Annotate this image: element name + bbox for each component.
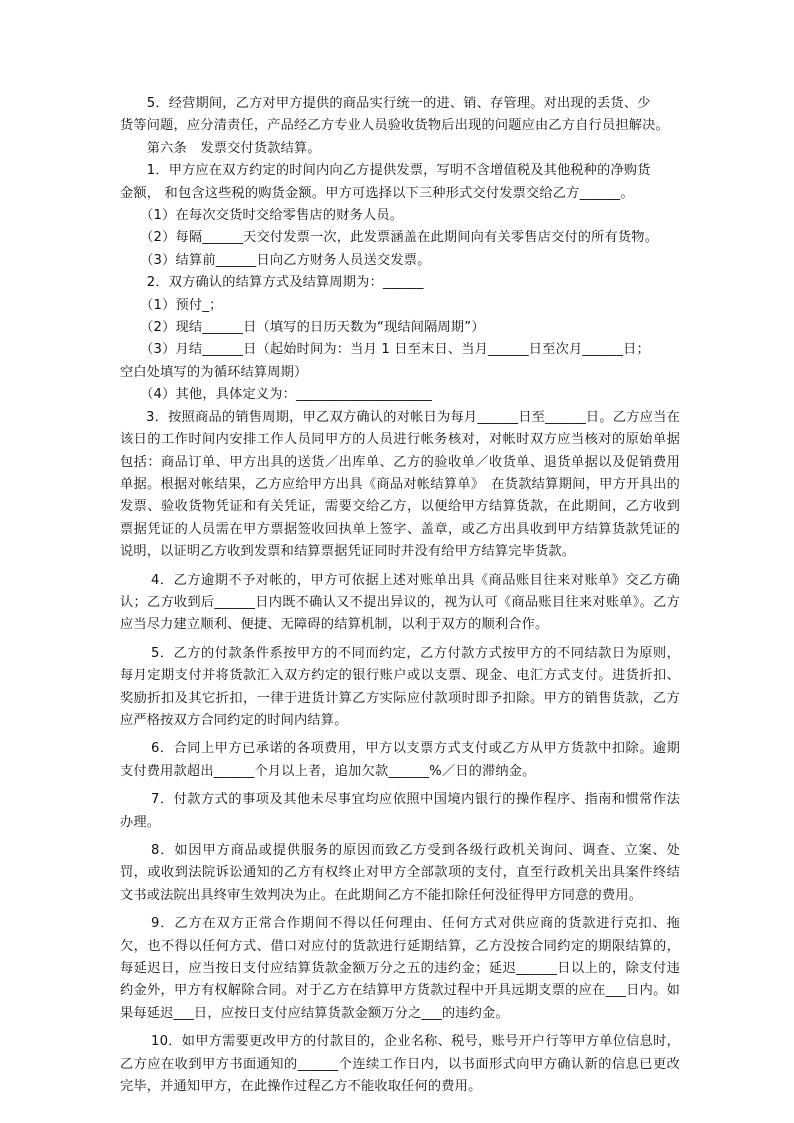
paragraph: 4．乙方逾期不予对帐的，甲方可依据上述对账单出具《商品账目往来对账单》交乙方确认；乙方收到后______日内既不确认又不提出异议的，视为认可《商品账目往来对账单》。乙方应当尽力建立顺利、便捷、无障碍的结算机制，以利于双方的顺利合作。 xyxy=(120,572,680,633)
text-line: 货等问题，应分清责任，产品经乙方专业人员验收货物后出现的问题应由乙方自行员担解决。 xyxy=(120,118,669,134)
text-line: 5．经营期间，乙方对甲方提供的商品实行统一的进、销、存管理。对出现的丢货、少 xyxy=(120,96,651,111)
paragraph: 5．乙方的付款条件系按甲方的不同而约定，乙方付款方式按甲方的不同结款日为原则，每月定期支付并将货款汇入双方约定的银行账户或以支票、现金、电汇方式支付。进货折扣、奖励折扣及其它折扣，一律于进货计算乙方实际应付款项时即予扣除。甲方的销售货款，乙方应严格按双方合同约定的时间内结算。 xyxy=(120,645,680,728)
document-page xyxy=(120,93,680,1098)
text-line: 2．双方确认的结算方式及结算周期为：______ xyxy=(120,275,424,291)
paragraph: 8．如因甲方商品或提供服务的原因而致乙方受到各级行政机关询问、调查、立案、处罚，或收到法院诉讼通知的乙方有权终止对甲方全部款项的支付，直至行政机关出具案件终结文书或法院出具终审生效判决为止。在此期间乙方不能扣除任何没征得甲方同意的费用。 xyxy=(120,843,680,903)
section-heading: 第六条 发票交付货款结算。 xyxy=(120,140,321,156)
text-line: （2）现结______日（填写的日历天数为“现结间隔周期”） xyxy=(120,320,485,336)
text-line: （2）每隔______天交付发票一次，此发票涵盖在此期间向有关零售店交付的所有货物。 xyxy=(120,230,659,246)
text-line: 空白处填写的为循环结算周期） xyxy=(120,364,308,380)
text-line: 金额， 和包含这些税的购货金额。甲方可选择以下三种形式交付发票交给乙方______。 xyxy=(120,185,634,201)
paragraph: 6．合同上甲方已承诺的各项费用，甲方以支票方式支付或乙方从甲方货款中扣除。逾期支付费用款超出______个月以上者，追加欠款______%／日的滞纳金。 xyxy=(120,741,680,779)
text-line: （1）预付_； xyxy=(120,297,223,313)
text-line: （1）在每次交货时交给零售店的财务人员。 xyxy=(120,208,404,224)
text-line: （3）结算前______日向乙方财务人员送交发票。 xyxy=(120,252,431,268)
paragraph: 9．乙方在双方正常合作期间不得以任何理由、任何方式对供应商的货款进行克扣、拖欠，也不得以任何方式、借口对应付的货款进行延期结算，乙方没按合同约定的期限结算的，每延迟日，应当按日支付应结算货款金额万分之五的违约金；延迟______日以上的，除支付违约金外，甲方有权解除合同。对于乙方在结算甲方货款过程中开具远期支票的应在___日内。如果每延迟___日，应按日支付应结算货款金额万分之___的违约金。 xyxy=(120,916,680,1021)
text-line: （3）月结______日（起始时间为：当月 1 日至末日、当月______日至次月______日； xyxy=(120,342,650,358)
paragraph: 3．按照商品的销售周期，甲乙双方确认的对帐日为每月______日至______日。乙方应当在该日的工作时间内安排工作人员同甲方的人员进行帐务核对，对帐时双方应当核对的原始单据包括：商品订单、甲方出具的送货／出库单、乙方的验收单／收货单、退货单据以及促销费用单据。根据对帐结果，乙方应给甲方出具《商品对帐结算单》 在货款结算期间，甲方开具出的发票、验收货物凭证和有关凭证，需要交给乙方，以便给甲方结算货款，在此期间，乙方收到票据凭证的人员需在甲方票据签收回执单上签字、盖章，或乙方出具收到甲方结算货款凭证的说明，以证明乙方收到发票和结算票据凭证同时并没有给甲方结算完毕货款。 xyxy=(120,409,680,560)
text-line: 1．甲方应在双方约定的时间内向乙方提供发票，写明不含增值税及其他税种的净购货 xyxy=(120,163,651,179)
paragraph: 7．付款方式的事项及其他未尽事宜均应依照中国境内银行的操作程序、指南和惯常作法办理。 xyxy=(120,792,680,830)
paragraph: 10．如甲方需要更改甲方的付款目的，企业名称、税号，账号开户行等甲方单位信息时，乙方应在收到甲方书面通知的______个连续工作日内，以书面形式向甲方确认新的信息已更改完毕，并通知甲方，在此操作过程乙方不能收取任何的费用。 xyxy=(120,1034,680,1095)
text-line: （4）其他，具体定义为：____________________ xyxy=(120,387,432,403)
